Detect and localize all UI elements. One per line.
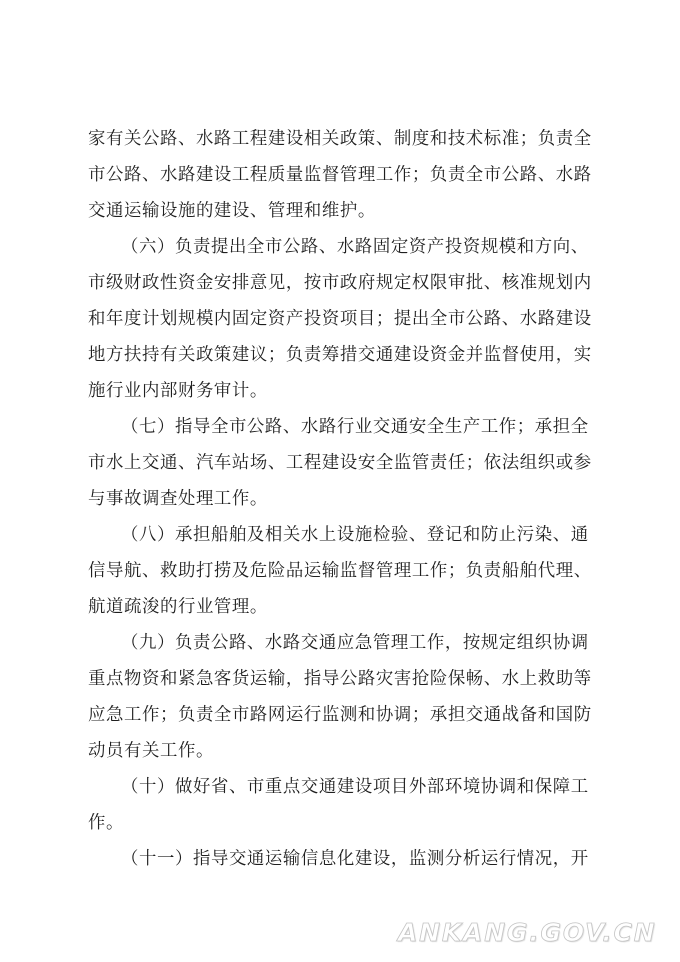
site-watermark: ANKANG.GOV.CN <box>398 918 657 947</box>
paragraph-11-first-line: （十一）指导交通运输信息化建设，监测分析运行情况，开 <box>121 849 589 869</box>
body-line: 交通运输设施的建设、管理和维护。 <box>88 201 376 221</box>
body-line: 航道疏浚的行业管理。 <box>88 597 268 617</box>
body-line: 家有关公路、水路工程建设相关政策、制度和技术标准；负责全 <box>88 129 592 149</box>
body-line: 与事故调查处理工作。 <box>88 489 268 509</box>
body-line: 作。 <box>88 813 124 833</box>
body-line: 和年度计划规模内固定资产投资项目；提出全市公路、水路建设 <box>88 309 592 329</box>
paragraph-6-first-line: （六）负责提出全市公路、水路固定资产投资规模和方向、 <box>121 237 589 257</box>
paragraph-10-first-line: （十）做好省、市重点交通建设项目外部环境协调和保障工 <box>121 777 589 797</box>
body-line: 施行业内部财务审计。 <box>88 381 268 401</box>
body-line: 市水上交通、汽车站场、工程建设安全监管责任；依法组织或参 <box>88 453 592 473</box>
body-line: 信导航、救助打捞及危险品运输监督管理工作；负责船舶代理、 <box>88 561 592 581</box>
body-line: 市级财政性资金安排意见，按市政府规定权限审批、核准规划内 <box>88 273 592 293</box>
body-line: 地方扶持有关政策建议；负责筹措交通建设资金并监督使用，实 <box>88 345 592 365</box>
paragraph-7-first-line: （七）指导全市公路、水路行业交通安全生产工作；承担全 <box>121 417 589 437</box>
paragraph-8-first-line: （八）承担船舶及相关水上设施检验、登记和防止污染、通 <box>121 525 589 545</box>
body-line: 动员有关工作。 <box>88 741 214 761</box>
body-line: 市公路、水路建设工程质量监督管理工作；负责全市公路、水路 <box>88 165 592 185</box>
body-line: 重点物资和紧急客货运输，指导公路灾害抢险保畅、水上救助等 <box>88 669 592 689</box>
body-line: 应急工作；负责全市路网运行监测和协调；承担交通战备和国防 <box>88 705 592 725</box>
paragraph-9-first-line: （九）负责公路、水路交通应急管理工作，按规定组织协调 <box>121 633 589 653</box>
